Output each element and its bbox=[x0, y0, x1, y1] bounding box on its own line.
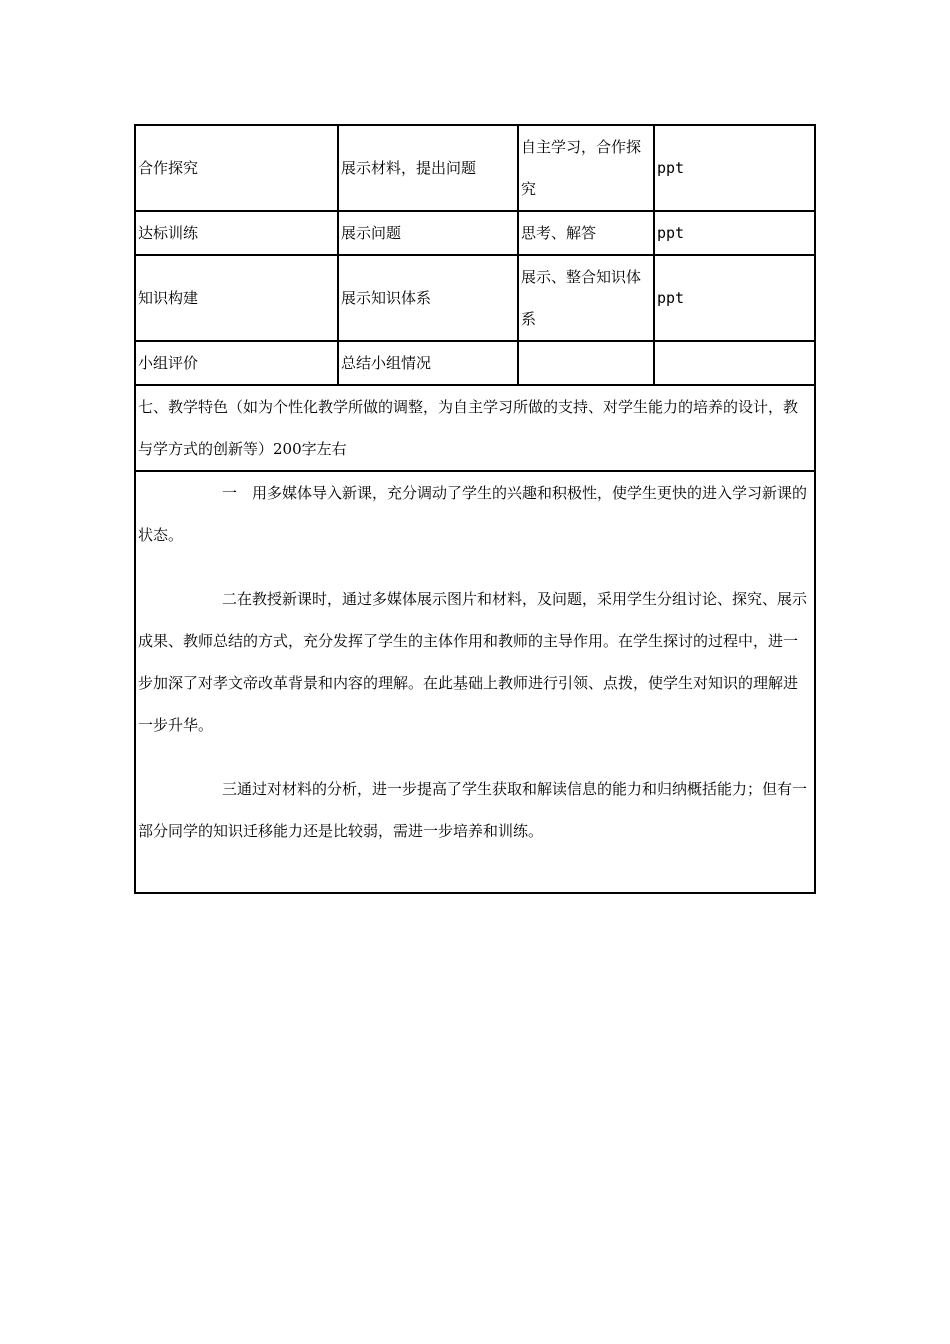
student-activity-cell: 自主学习，合作探究 bbox=[518, 125, 654, 211]
table-row bbox=[135, 125, 815, 211]
teacher-activity-cell: 总结小组情况 bbox=[338, 341, 518, 385]
paragraph: 一 用多媒体导入新课，充分调动了学生的兴趣和积极性，使学生更快的进入学习新课的状态。 bbox=[138, 484, 808, 544]
stage-cell: 小组评价 bbox=[135, 341, 338, 385]
student-activity-cell bbox=[518, 341, 654, 385]
section-heading-row bbox=[135, 385, 815, 471]
student-activity-cell: 展示、整合知识体系 bbox=[518, 255, 654, 341]
table-row bbox=[135, 341, 815, 385]
section-body-row bbox=[135, 471, 815, 893]
teacher-activity-cell: 展示知识体系 bbox=[338, 255, 518, 341]
paragraph: 二在教授新课时，通过多媒体展示图片和材料，及问题，采用学生分组讨论、探究、展示成果、教师总结的方式，充分发挥了学生的主体作用和教师的主导作用。在学生探讨的过程中，进一步加深了对孝文帝改革背景和内容的理解。在此基础上教师进行引领、点拨，使学生对知识的理解进一步升华。 bbox=[138, 590, 808, 734]
teacher-activity-cell: 展示材料，提出问题 bbox=[338, 125, 518, 211]
table-row bbox=[135, 255, 815, 341]
stage-cell: 知识构建 bbox=[135, 255, 338, 341]
table-row bbox=[135, 211, 815, 255]
student-activity-cell: 思考、解答 bbox=[518, 211, 654, 255]
lesson-plan-table bbox=[134, 124, 816, 894]
paragraph: 三通过对材料的分析，进一步提高了学生获取和解读信息的能力和归纳概括能力；但有一部分同学的知识迁移能力还是比较弱，需进一步培养和训练。 bbox=[138, 780, 808, 840]
teacher-activity-cell: 展示问题 bbox=[338, 211, 518, 255]
media-cell: ppt bbox=[654, 255, 815, 341]
media-cell: ppt bbox=[654, 211, 815, 255]
section-heading: 七、教学特色（如为个性化教学所做的调整，为自主学习所做的支持、对学生能力的培养的设计，教与学方式的创新等）200字左右 bbox=[135, 385, 815, 471]
stage-cell: 达标训练 bbox=[135, 211, 338, 255]
media-cell: ppt bbox=[654, 125, 815, 211]
stage-cell: 合作探究 bbox=[135, 125, 338, 211]
section-body bbox=[135, 471, 815, 893]
media-cell bbox=[654, 341, 815, 385]
